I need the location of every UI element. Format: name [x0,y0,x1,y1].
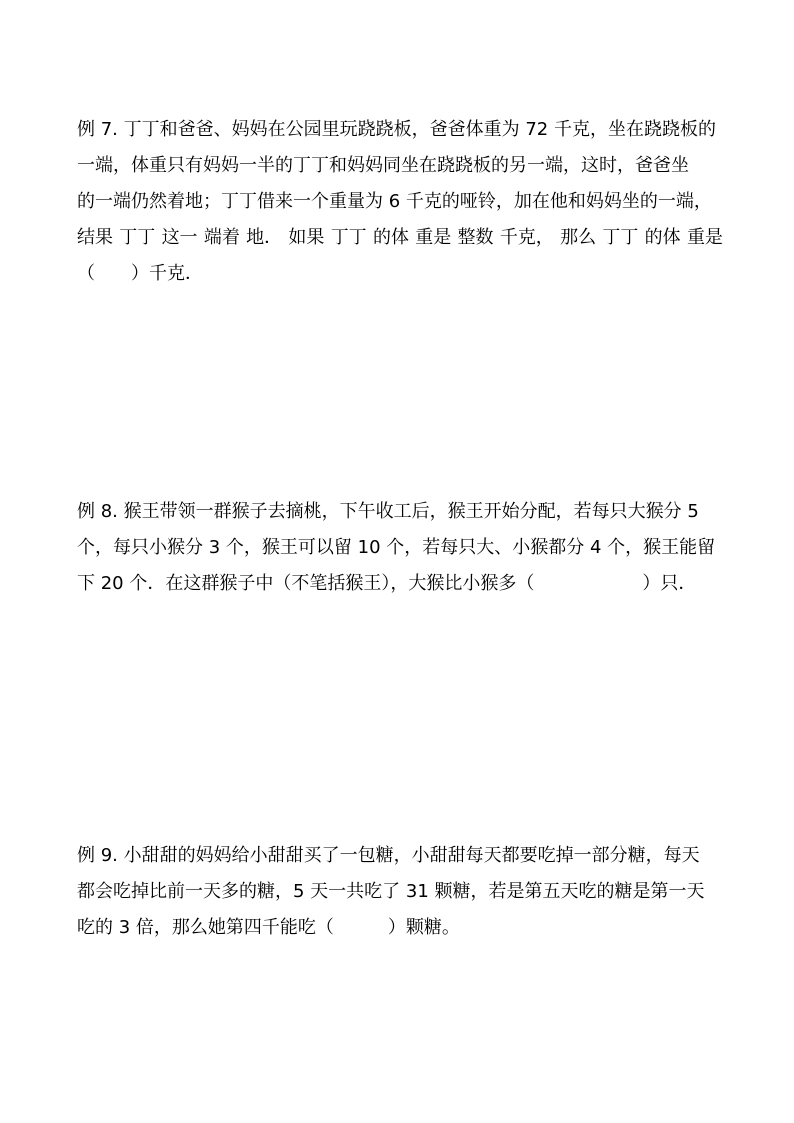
problem-7-line-4 [77,220,723,256]
problem-9 [77,838,723,946]
text-chunk: 重是 [686,227,723,248]
text-chunk: 的体 [644,227,681,248]
problem-7-line-3: 的一端仍然着地；丁丁借来一个重量为 6 千克的哑铃，加在他和妈妈坐的一端， [77,191,712,212]
problem-7-line-2: 一端，体重只有妈妈一半的丁丁和妈妈同坐在跷跷板的另一端，这时，爸爸坐 [77,155,689,176]
problem-8-line-1: 例 8. 猴王带领一群猴子去摘桃，下午收工后，猴王开始分配，若每只大猴分 5 [77,501,699,522]
text-chunk: 丁丁 [330,227,367,248]
problem-8-line-2: 个，每只小猴分 3 个，猴王可以留 10 个，若每只大、小猴都分 4 个，猴王能留 [77,537,716,558]
text-chunk: 重是 [415,227,452,248]
text-chunk: 丁丁 [602,227,639,248]
text-chunk: 地． [246,227,283,248]
text-chunk: 这一 [161,227,198,248]
text-chunk: 如果 [288,227,325,248]
problem-8-line-3: 下 20 个．在这群猴子中（不笔括猴王），大猴比小猴多（ ）只． [77,573,697,594]
text-chunk: 那么 [560,227,597,248]
text-chunk: 的体 [372,227,409,248]
text-chunk: 端着 [203,227,240,248]
problem-9-line-2: 都会吃掉比前一天多的糖，5 天一共吃了 31 颗糖，若是第五天吃的糖是第一天 [77,881,705,902]
problem-7-line-5: （ ）千克． [77,263,203,284]
problem-7 [77,112,723,292]
problem-9-line-1: 例 9. 小甜甜的妈妈给小甜甜买了一包糖，小甜甜每天都要吃掉一部分糖，每天 [77,845,700,866]
problem-9-line-3: 吃的 3 倍，那么她第四千能吃（ ）颗糖。 [77,917,460,938]
text-chunk: 结果 [77,227,113,248]
text-chunk: 千克， [499,227,554,248]
problem-8 [77,494,723,602]
text-chunk: 丁丁 [119,227,156,248]
text-chunk: 整数 [457,227,494,248]
problem-7-line-1: 例 7. 丁丁和爸爸、妈妈在公园里玩跷跷板，爸爸体重为 72 千克，坐在跷跷板的 [77,119,716,140]
